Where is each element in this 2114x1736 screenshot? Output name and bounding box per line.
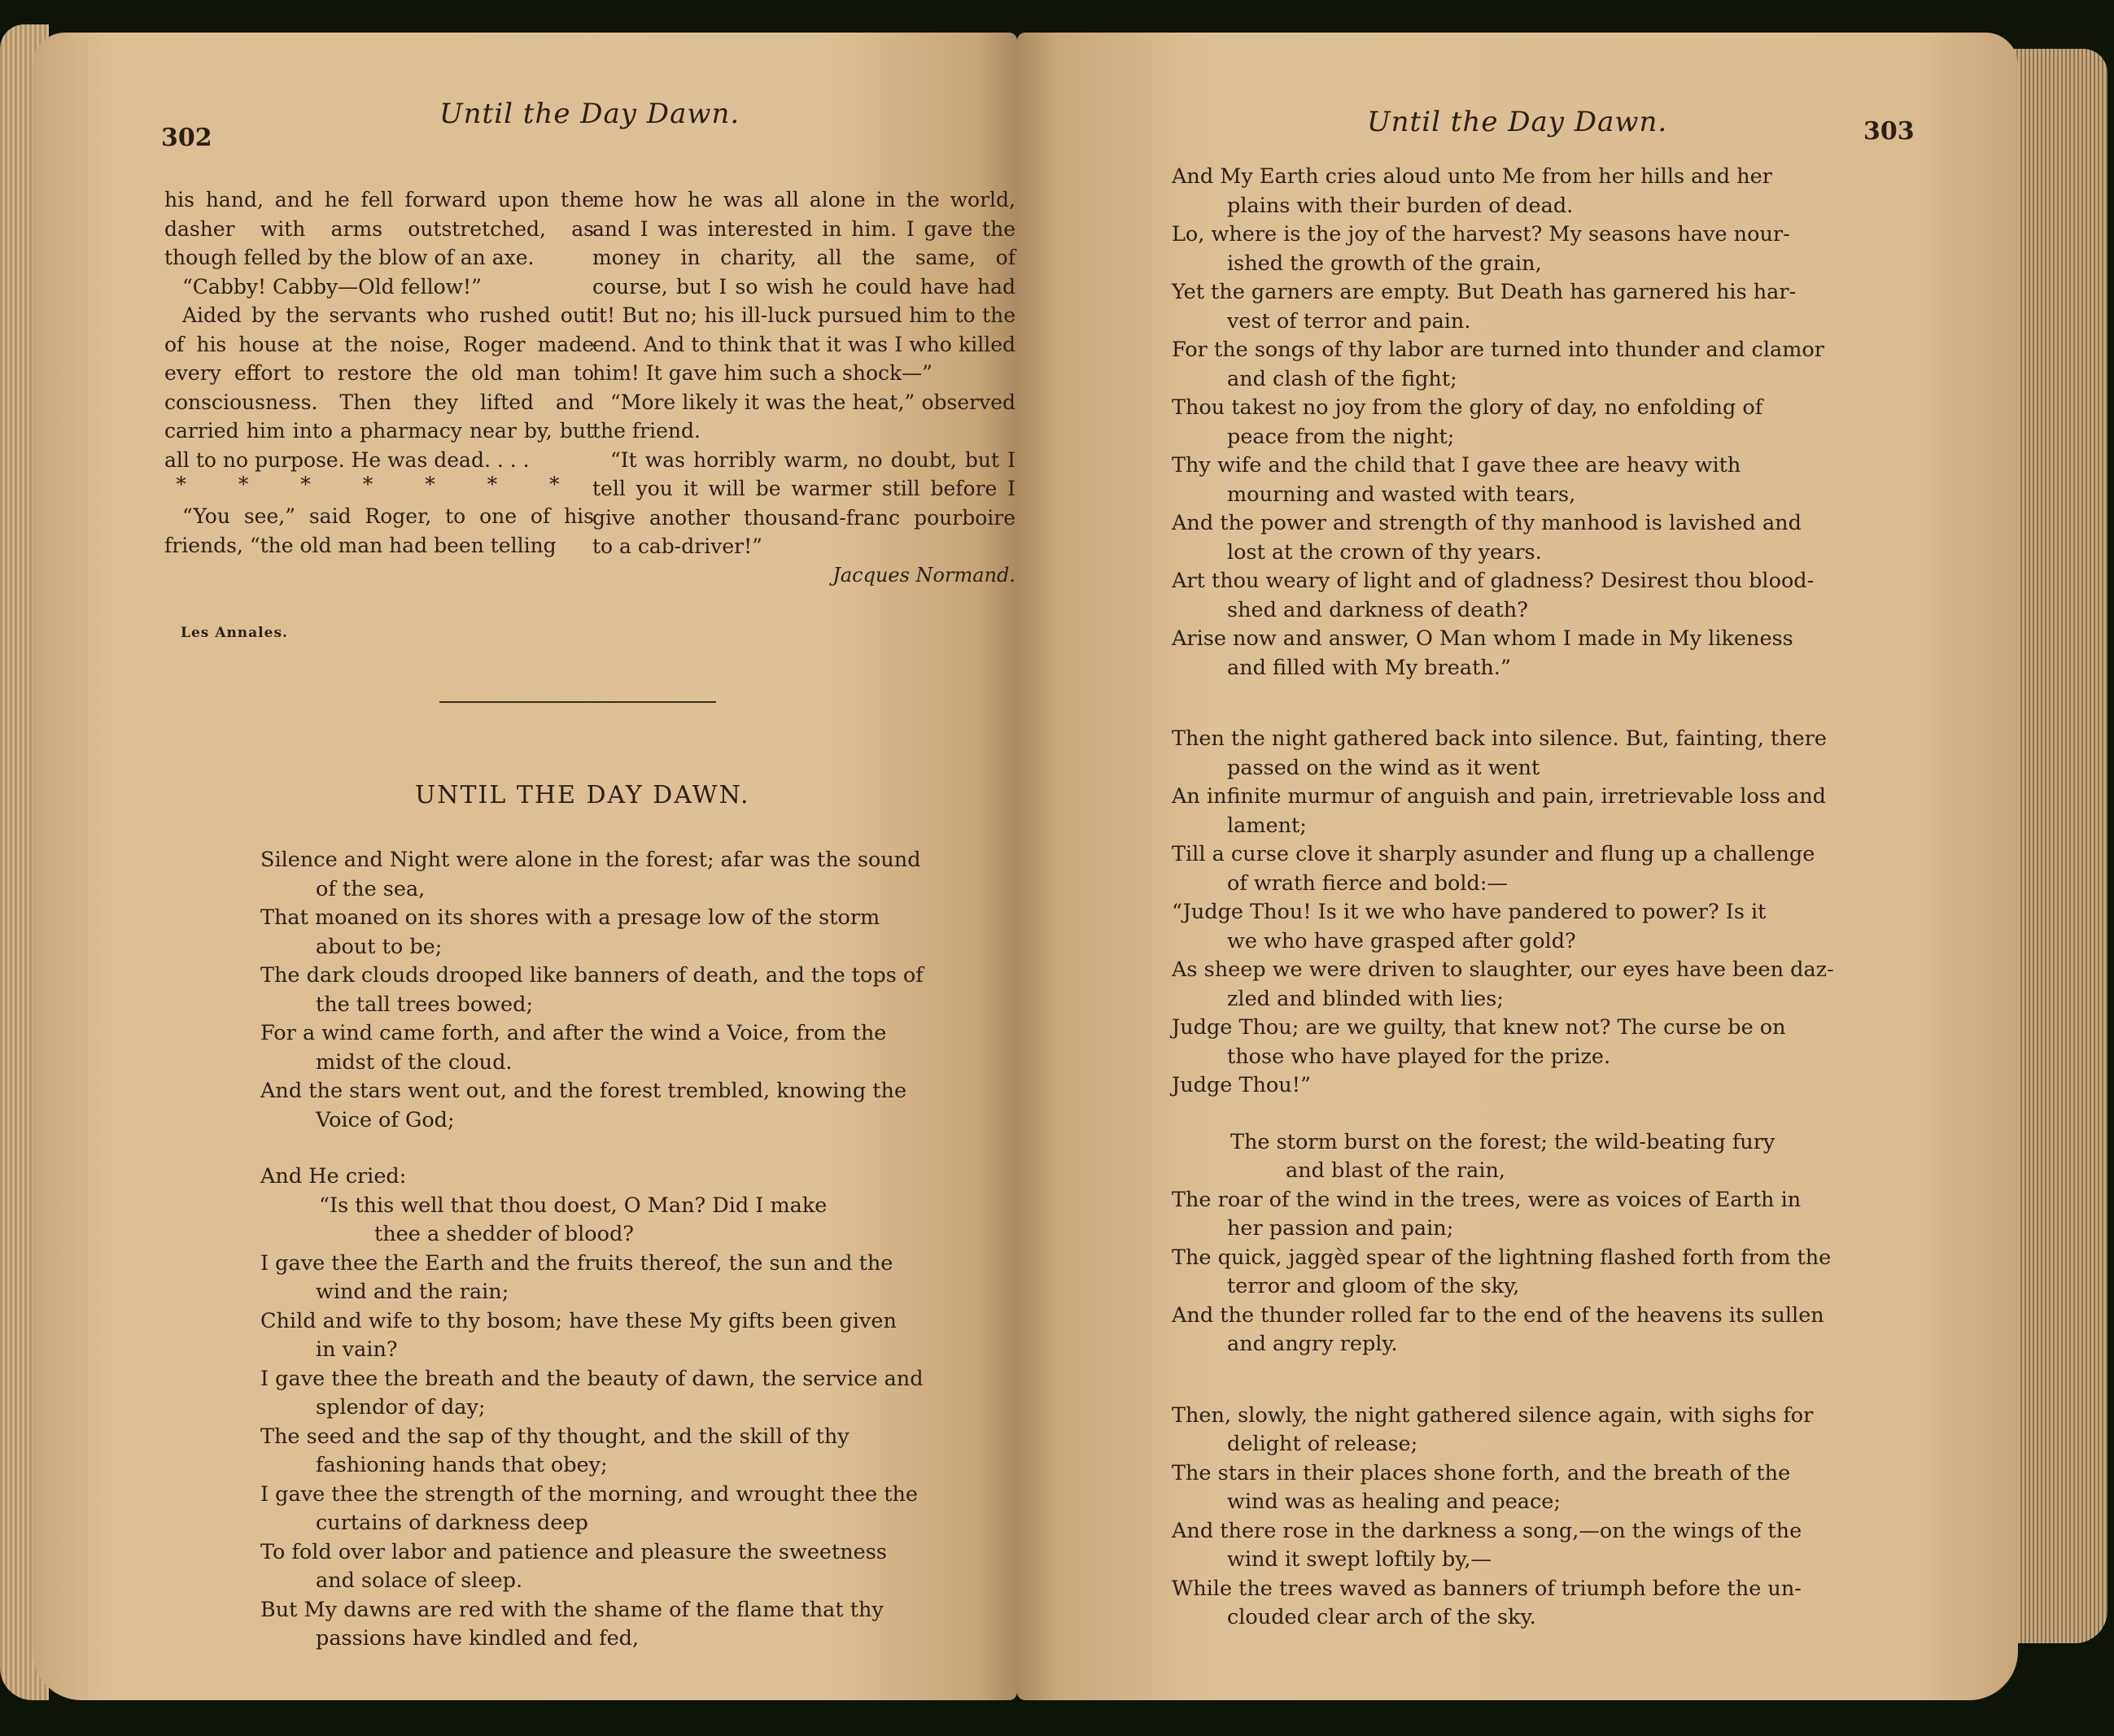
poem-line: I gave thee the breath and the beauty of dawn, the service and splendor of day; <box>260 1366 924 1420</box>
paragraph: me how he was all alone in the world, and I was interested in him. I gave the money in charity, all the same, of course, but I so wish he could have had it! But no; his ill-luck pursued him to the end. And to think that it was I who killed him! It gave him such a shock—” <box>592 188 1016 385</box>
poem-line: Child and wife to thy bosom; have these My gifts been given in vain? <box>260 1308 897 1362</box>
poem-line: Then the night gathered back into silence. But, fainting, there passed on the wind as it went <box>1172 726 1827 780</box>
right-page <box>1017 33 2018 1700</box>
poem-line: The stars in their places shone forth, and the breath of the wind was as healing and peace; <box>1172 1460 1791 1514</box>
poem-line: Judge Thou!” <box>1172 1073 1311 1097</box>
paragraph: “It was horribly warm, no doubt, but I tell you it will be warmer still before I give another thousand-franc pourboire to a cab-driver!” <box>592 447 1016 558</box>
story-column-1 <box>164 185 594 560</box>
poem-stanza <box>260 1162 968 1654</box>
poem-line: The dark clouds drooped like banners of death, and the tops of the tall trees bowed; <box>260 963 924 1017</box>
paragraph: his hand, and he fell forward upon the dasher with arms outstretched, as though felled by the blow of an axe. <box>164 188 594 269</box>
poem-line: Yet the garners are empty. But Death has garnered his har- vest of terror and pain. <box>1172 280 1797 334</box>
poem-line: An infinite murmur of anguish and pain, irretrievable loss and lament; <box>1172 784 1826 838</box>
page-number: 302 <box>161 124 212 152</box>
paragraph: “You see,” said Roger, to one of his friends, “the old man had been telling <box>164 504 594 557</box>
poem-line: I gave thee the Earth and the fruits thereof, the sun and the wind and the rain; <box>260 1250 893 1304</box>
poem-line: The seed and the sap of thy thought, and the skill of thy fashioning hands that obey; <box>260 1424 850 1477</box>
poem-line: Silence and Night were alone in the forest; afar was the sound of the sea, <box>260 848 921 901</box>
poem-line: “Is this well that thou doest, O Man? Did I make thee a shedder of blood? <box>319 1193 828 1246</box>
running-head: Until the Day Dawn. <box>439 98 740 130</box>
poem-left-page <box>260 846 968 1654</box>
source-credit: Les Annales. <box>181 625 288 641</box>
poem-stanza <box>1172 725 1847 1101</box>
poem-line: For the songs of thy labor are turned into thunder and clamor and clash of the fight; <box>1172 338 1824 391</box>
poem-line: And there rose in the darkness a song,—on the wings of the wind it swept loftily by,— <box>1172 1518 1802 1572</box>
divider-rule <box>439 701 716 703</box>
paragraph: “More likely it was the heat,” observed the friend. <box>592 390 1016 443</box>
poem-line: Till a curse clove it sharply asunder and flung up a challenge of wrath fierce and bold:— <box>1172 842 1815 896</box>
poem-stanza <box>1172 163 1847 683</box>
poem-line: The storm burst on the forest; the wild-beating fury and blast of the rain, <box>1230 1129 1775 1183</box>
poem-line: And the thunder rolled far to the end of the heavens its sullen and angry reply. <box>1172 1302 1824 1356</box>
left-page <box>33 33 1017 1700</box>
poem-line: Then, slowly, the night gathered silence again, with sighs for delight of release; <box>1172 1402 1814 1456</box>
poem-right-page <box>1172 163 1847 1633</box>
poem-line: Lo, where is the joy of the harvest? My seasons have nour- ished the growth of the grain, <box>1172 222 1790 276</box>
poem-line: The quick, jaggèd spear of the lightning flashed forth from the terror and gloom of the sky, <box>1172 1245 1832 1298</box>
poem-line: And the power and strength of thy manhood is lavished and lost at the crown of thy years. <box>1172 511 1802 565</box>
poem-line: Arise now and answer, O Man whom I made in My likeness and filled with My breath.” <box>1172 626 1793 680</box>
poem-line: And the stars went out, and the forest trembled, knowing the Voice of God; <box>260 1079 907 1132</box>
poem-line: As sheep we were driven to slaughter, our eyes have been daz- zled and blinded with lies; <box>1172 957 1834 1011</box>
running-head: Until the Day Dawn. <box>1367 106 1668 138</box>
poem-line: The roar of the wind in the trees, were as voices of Earth in her passion and pain; <box>1172 1187 1802 1241</box>
poem-title: UNTIL THE DAY DAWN. <box>415 781 750 809</box>
poem-line: “Judge Thou! Is it we who have pandered to power? Is it we who have grasped after gold? <box>1172 900 1767 953</box>
paragraph: Aided by the servants who rushed out of his house at the noise, Roger made every effort to restore the old man to consciousness. Then they lifted and carried him into a pharmacy near by, but all to no purpose. He was dead. . . . <box>164 303 594 472</box>
page-number: 303 <box>1863 117 1915 146</box>
poem-line: But My dawns are red with the shame of the flame that thy passions have kindled and fed, <box>260 1597 884 1651</box>
section-break: * * * * * * * <box>176 473 583 496</box>
poem-line: While the trees waved as banners of triumph before the un- clouded clear arch of the sky. <box>1172 1576 1802 1629</box>
poem-stanza <box>1172 1128 1847 1359</box>
poem-line: And He cried: <box>260 1164 407 1189</box>
poem-line: Thy wife and the child that I gave thee are heavy with mourning and wasted with tears, <box>1172 453 1741 507</box>
author-signature: Jacques Normand. <box>832 563 1016 587</box>
poem-line: I gave thee the strength of the morning, and wrought thee the curtains of darkness deep <box>260 1481 918 1535</box>
poem-line: Thou takest no joy from the glory of day, no enfolding of peace from the night; <box>1172 395 1763 449</box>
poem-line: To fold over labor and patience and pleasure the sweetness and solace of sleep. <box>260 1539 887 1593</box>
poem-line: Art thou weary of light and of gladness? Desirest thou blood- shed and darkness of death? <box>1172 569 1815 622</box>
poem-stanza <box>1172 1402 1847 1633</box>
right-page-edges <box>2010 49 2107 1643</box>
paragraph: “Cabby! Cabby—Old fellow!” <box>182 274 482 299</box>
poem-stanza <box>260 846 968 1135</box>
poem-line: For a wind came forth, and after the wind a Voice, from the midst of the cloud. <box>260 1021 887 1075</box>
poem-line: And My Earth cries aloud unto Me from her hills and her plains with their burden of dead. <box>1172 164 1772 218</box>
poem-line: Judge Thou; are we guilty, that knew not? The curse be on those who have played for the prize. <box>1172 1015 1786 1069</box>
story-column-2 <box>592 185 1016 590</box>
poem-line: That moaned on its shores with a presage low of the storm about to be; <box>260 905 880 959</box>
